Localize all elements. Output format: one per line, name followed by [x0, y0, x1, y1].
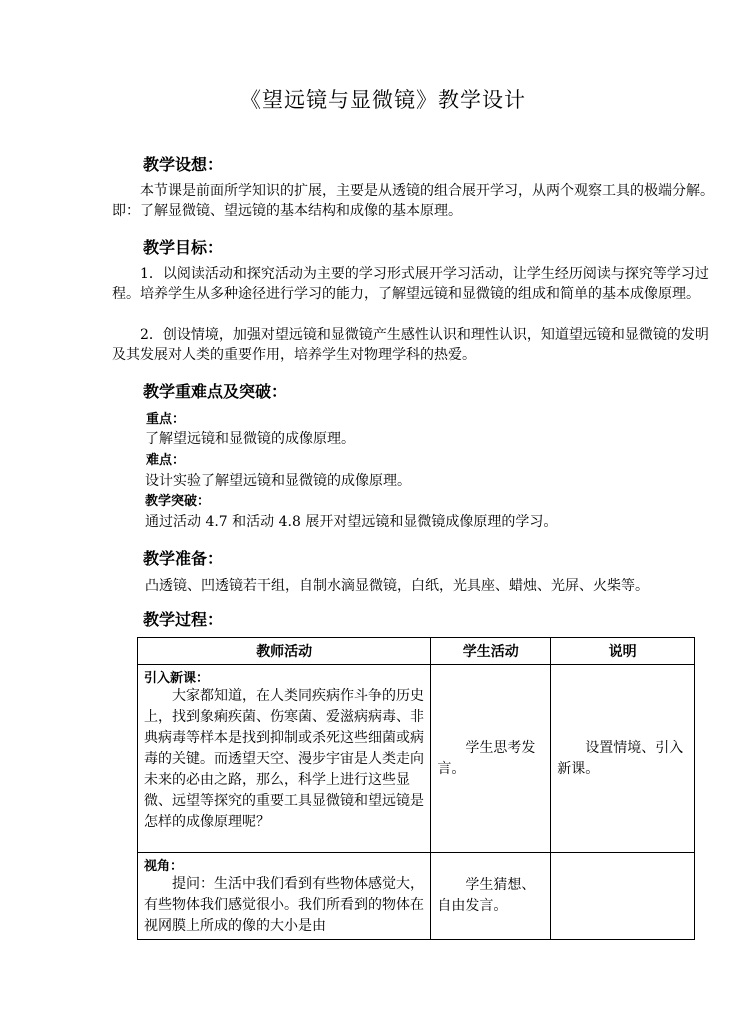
student-activity-text: 学生思考发言。	[437, 739, 536, 777]
document-title: 《望远镜与显微镜》教学设计	[240, 88, 526, 112]
heading-teaching-process: 教学过程：	[143, 610, 224, 629]
note-text: 设置情境、引入新课。	[557, 739, 684, 777]
row-heading: 视角：	[144, 859, 184, 874]
student-activity-cell	[431, 853, 551, 940]
difficulty-label: 难点：	[146, 453, 186, 468]
student-activity-cell	[431, 665, 551, 853]
preparation-text: 凸透镜、凹透镜若干组，自制水滴显微镜，白纸，光具座、蜡烛、光屏、火柴等。	[145, 578, 649, 594]
column-header-teacher: 教师活动	[138, 638, 431, 665]
column-header-note: 说明	[551, 638, 695, 665]
teaching-idea-text: 本节课是前面所学知识的扩展，主要是从透镜的组合展开学习，从两个观察工具的极端分解。即：了解显微镜、望远镜的基本结构和成像的基本原理。	[112, 183, 714, 219]
breakthrough-label: 教学突破：	[145, 494, 211, 509]
heading-teaching-goals: 教学目标：	[143, 238, 224, 257]
heading-preparation: 教学准备：	[143, 549, 224, 568]
teacher-activity-text: 提问：生活中我们看到有些物体感觉大，有些物体我们感觉很小。我们所看到的物体在视网膜上所成的像的大小是由	[144, 876, 424, 934]
table-row	[138, 665, 695, 853]
student-activity-text: 学生猜想、自由发言。	[437, 877, 536, 914]
key-point-label: 重点：	[146, 412, 186, 427]
heading-key-points: 教学重难点及突破：	[143, 382, 288, 401]
teacher-activity-cell	[138, 665, 431, 853]
breakthrough-text: 通过活动 4.7 和活动 4.8 展开对望远镜和显微镜成像原理的学习。	[145, 514, 558, 530]
note-cell	[551, 853, 695, 940]
teacher-activity-cell	[138, 853, 431, 940]
note-cell	[551, 665, 695, 853]
heading-teaching-idea: 教学设想：	[143, 155, 224, 174]
teacher-activity-text: 大家都知道，在人类同疾病作斗争的历史上，找到象痢疾菌、伤寒菌、爱滋病病毒、非典病毒等样本是找到抑制或杀死这些细菌或病毒的关键。而透望天空、漫步宇宙是人类走向未来的必由之路，那么，科学上进行这些显微、远望等探究的重要工具显微镜和望远镜是怎样的成像原理呢？	[144, 688, 424, 830]
goal-item-2: 2．创设情境，加强对望远镜和显微镜产生感性认识和理性认识，知道望远镜和显微镜的发明及其发展对人类的重要作用，培养学生对物理学科的热爱。	[112, 327, 709, 363]
column-header-student: 学生活动	[431, 638, 551, 665]
difficulty-text: 设计实验了解望远镜和显微镜的成像原理。	[145, 473, 411, 489]
table-row	[138, 853, 695, 940]
row-heading: 引入新课：	[144, 671, 210, 686]
goal-item-1: 1．以阅读活动和探究活动为主要的学习形式展开学习活动，让学生经历阅读与探究等学习过程。培养学生从多种途径进行学习的能力，了解望远镜和显微镜的组成和简单的基本成像原理。	[112, 266, 709, 302]
table-header-row	[138, 638, 695, 665]
teaching-process-table	[137, 637, 695, 940]
key-point-text: 了解望远镜和显微镜的成像原理。	[145, 431, 355, 447]
